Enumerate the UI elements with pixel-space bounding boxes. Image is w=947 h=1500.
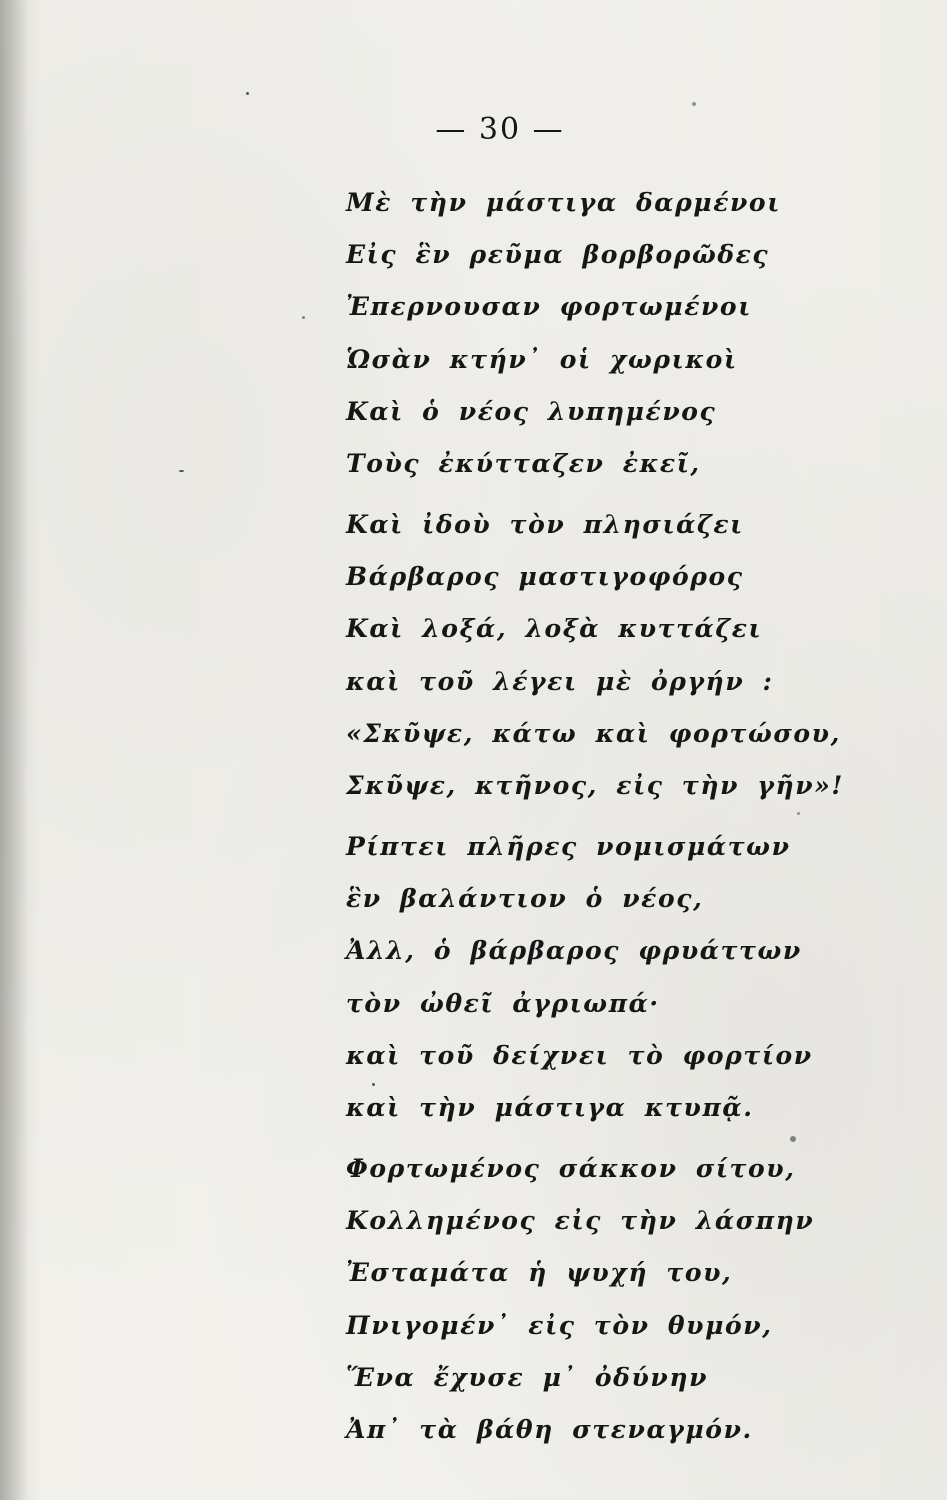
ink-speck	[692, 102, 696, 106]
poem-line: Ρίπτει πλῆρες νομισμάτων	[346, 832, 791, 861]
ink-speck	[179, 470, 184, 472]
poem-line: Μὲ τὴν μάστιγα δαρμένοι	[346, 188, 781, 217]
poem-line: Ἀλλ, ὁ βάρβαρος φρυάττων	[346, 936, 802, 966]
stanza-2	[346, 505, 844, 818]
poem-line: Ἀπ᾽ τὰ βάθη στεναγμόν.	[346, 1414, 753, 1444]
poem-line: τὸν ὠθεῖ ἀγριωπά·	[346, 988, 660, 1018]
poem-line: Πνιγομέν᾽ εἰς τὸν θυμόν,	[346, 1310, 773, 1340]
poem-line: καὶ τοῦ δείχνει τὸ φορτίον	[346, 1040, 813, 1070]
poem-line: Καὶ λοξά, λοξὰ κυττάζει	[346, 614, 763, 644]
ink-speck	[302, 316, 305, 319]
poem-line: Εἰς ἓν ρεῦμα βορβορῶδες	[346, 240, 770, 270]
poem-line: Βάρβαρος μαστιγοφόρος	[346, 562, 744, 592]
stanza-3	[346, 827, 813, 1140]
poem-line: «Σκῦψε, κάτω καὶ φορτώσου,	[346, 718, 841, 748]
poem-line: Ἕνα ἔχυσε μ᾽ ὀδύνην	[346, 1362, 709, 1392]
poem-line: Τοὺς ἐκύτταζεν ἐκεῖ,	[346, 448, 701, 478]
poem-line: Φορτωμένος σάκκον σίτου,	[346, 1154, 796, 1183]
ink-speck	[246, 92, 249, 95]
poem-line: Καὶ ὁ νέος λυπημένος	[346, 396, 717, 426]
poem-line: Ὡσὰν κτήν᾽ οἱ χωρικοὶ	[346, 344, 738, 374]
stanza-4	[346, 1149, 814, 1462]
poem-line: καὶ τοῦ λέγει μὲ ὀργήν :	[346, 666, 774, 696]
ink-speck	[790, 1136, 796, 1142]
poem-line: Καὶ ἰδοὺ τὸν πλησιάζει	[346, 510, 744, 539]
poem-line: Ἐπερνουσαν φορτωμένοι	[346, 292, 752, 322]
binding-shadow	[0, 0, 28, 1500]
stanza-1	[346, 183, 781, 496]
poem-line: καὶ τὴν μάστιγα κτυπᾷ.	[346, 1092, 754, 1122]
poem-line: Ἐσταμάτα ἡ ψυχή του,	[346, 1258, 733, 1288]
ink-speck	[372, 1083, 375, 1086]
poem-line: Κολλημένος εἰς τὴν λάσπην	[346, 1206, 815, 1236]
poem-line: ἓν βαλάντιον ὁ νέος,	[346, 884, 704, 914]
page-number: — 30 —	[435, 112, 565, 147]
ink-speck	[797, 812, 800, 815]
poem-line: Σκῦψε, κτῆνος, εἰς τὴν γῆν»!	[346, 770, 844, 800]
